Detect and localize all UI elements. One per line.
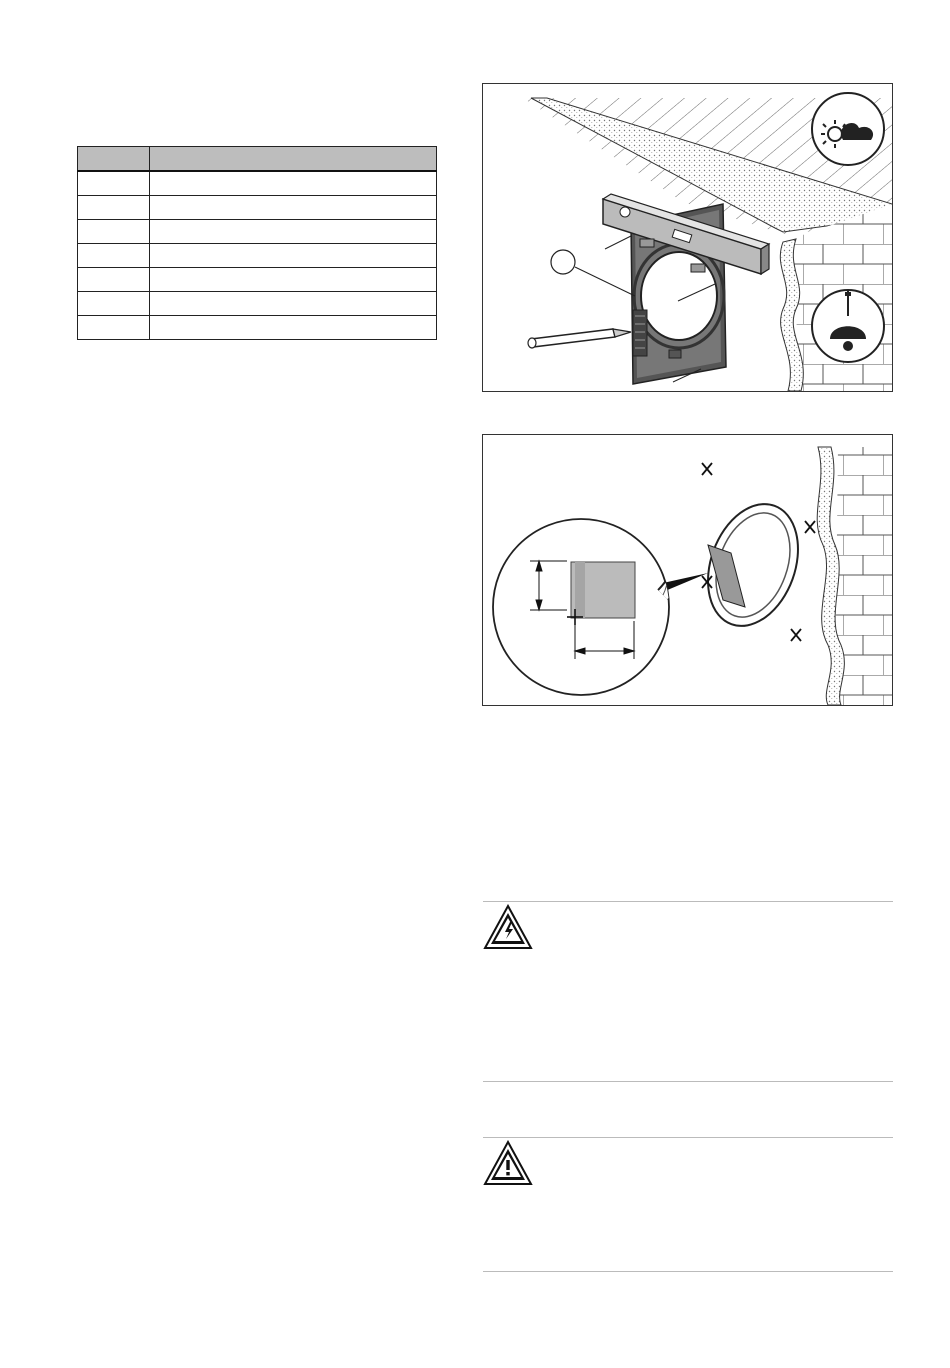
mounting-plate-illustration	[483, 84, 892, 391]
table-row	[78, 316, 437, 340]
table-header-row	[78, 147, 437, 172]
pencil-icon	[528, 329, 631, 348]
electric-hazard-icon	[483, 904, 533, 950]
table-cell	[150, 244, 437, 268]
table-row	[78, 268, 437, 292]
marking-holes-illustration	[483, 435, 892, 705]
table-cell	[78, 316, 150, 340]
ceiling-lamp-icon	[812, 290, 884, 362]
table-row	[78, 292, 437, 316]
table-row	[78, 244, 437, 268]
table-cell	[78, 171, 150, 196]
table-row	[78, 220, 437, 244]
table-header-cell	[150, 147, 437, 172]
callout-leader	[575, 267, 635, 296]
table-cell	[150, 196, 437, 220]
table-cell	[78, 196, 150, 220]
notice-top-rule	[483, 901, 893, 902]
table-row	[78, 196, 437, 220]
table-cell	[78, 244, 150, 268]
table-cell	[150, 171, 437, 196]
table-cell	[150, 220, 437, 244]
general-warning-icon	[483, 1140, 533, 1186]
wall-ring	[692, 491, 814, 638]
callout-leader	[605, 236, 631, 249]
notice-bottom-rule	[483, 1271, 893, 1272]
callout-circle	[551, 250, 575, 274]
table-cell	[150, 292, 437, 316]
figure-mounting-plate	[482, 83, 893, 392]
figure-marking-holes	[482, 434, 893, 706]
table-cell	[78, 268, 150, 292]
table-cell	[78, 292, 150, 316]
table-header-cell	[78, 147, 150, 172]
table-cell	[78, 220, 150, 244]
table-row	[78, 171, 437, 196]
notice-top-rule	[483, 1137, 893, 1138]
outdoor-weather-icon	[812, 93, 884, 165]
table-cell	[150, 316, 437, 340]
notice-bottom-rule	[483, 1081, 893, 1082]
table-cell	[150, 268, 437, 292]
spec-table	[77, 146, 437, 340]
detail-magnifier	[493, 495, 708, 695]
